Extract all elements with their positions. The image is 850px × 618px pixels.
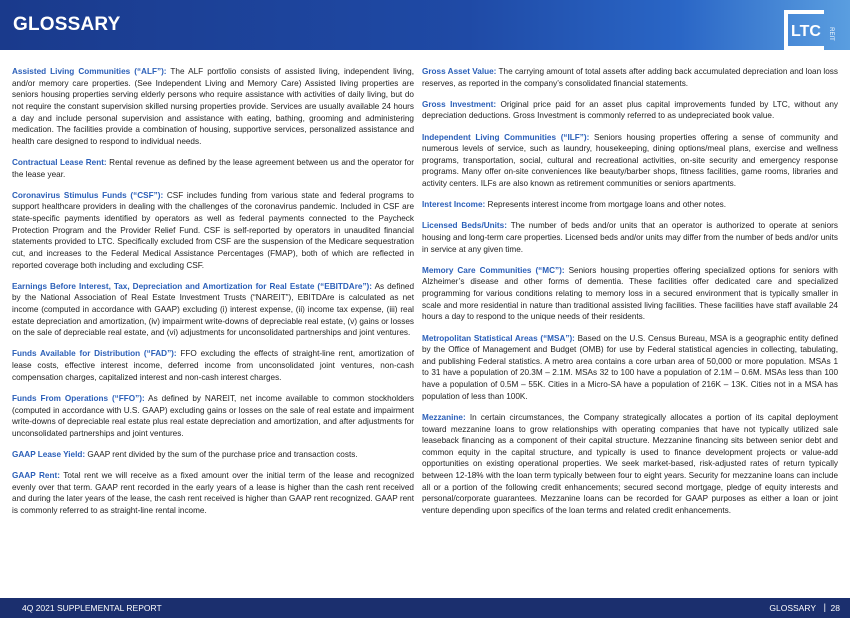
glossary-entry-mc: Memory Care Communities (“MC”): Seniors housing properties offering specialized options for seniors with Alzheimer’s disease and other forms of dementia. These facilities offer dedicated care and specialized programming for various conditions relating to memory loss in a secured environment that is typically smaller in scale and more residential in nature than traditional assisted living facilities. These facilities have staff available 24 hours a day to respond to the unique needs of their residents. <box>422 265 838 322</box>
ltc-reit-logo <box>778 4 836 56</box>
page-title: GLOSSARY <box>13 14 121 35</box>
glossary-entry-mezzanine: Mezzanine: In certain circumstances, the Company strategically allocates a portion of its capital deployment toward mezzanine loans to grow relationships with operating companies that have not typically utilized sale leaseback financing as a component of their capital structure. Mezzanine financing sits between senior debt and common equity in the capital structure, and typically is used to finance development projects or value-add opportunities on existing operational properties. We seek market-based, risk-adjusted rates of return typically between 12-18% with the loan term typically between four to eight years. Security for mezzanine loans can include all or a portion of the following credit enhancements; secured second mortgage, pledge of equity interests and personal/corporate guarantees. Mezzanine loans can be recorded for GAAP purposes as either a loan or joint venture depending upon specifics of the loan terms and related credit enhancements. <box>422 412 838 515</box>
glossary-left-column <box>12 66 414 526</box>
glossary-entry-fad: Funds Available for Distribution (“FAD”): FFO excluding the effects of straight-line rent, amortization of lease costs, effective interest income, deferred income from unconsolidated joint ventures, non-cash compensation charges, capitalized interest and non-cash interest charges. <box>12 349 414 382</box>
page-number: 28 <box>830 603 840 613</box>
glossary-right-column <box>422 66 838 526</box>
section-name: GLOSSARY <box>769 603 816 613</box>
glossary-entry-gaap-lease-yield: GAAP Lease Yield: GAAP rent divided by the sum of the purchase price and transaction costs. <box>12 449 358 459</box>
header-bar <box>0 0 850 50</box>
glossary-entry-gross-asset-value: Gross Asset Value: The carrying amount of total assets after adding back accumulated depreciation and loan loss reserves, as reported in the company’s consolidated financial statements. <box>422 67 838 88</box>
glossary-entry-contractual-lease-rent: Contractual Lease Rent: Rental revenue as defined by the lease agreement between us and the operator for the lease year. <box>12 157 414 179</box>
glossary-entry-msa: Metropolitan Statistical Areas (“MSA”): Based on the U.S. Census Bureau, MSA is a geographic entity defined by the Office of Management and Budget (OMB) for use by Federal statistical agencies in collecting, tabulating, and publishing Federal statistics. A metro area contains a core urban area of 50,000 or more population. MSAs 1 to 31 have a population of 20.3M – 2.1M. MSAs 32 to 100 have a population of 2.1M – 0.6M. MSAs less than 100 have a population of 0.5M – 55K. Cities in a Micro-SA have a population of 216K – 13K. Cities not in a MSA has population of less than 100K. <box>422 333 839 401</box>
glossary-entry-ilf: Independent Living Communities (“ILF”): Seniors housing properties offering a sense of community and numerous levels of service, such as laundry, housekeeping, dining options/meal plans, exercise and wellness programs, transportation, social, cultural and recreational activities, on-site security and emergency response programs. Many offer on-site conveniences like beauty/barber shops, fitness facilities, game rooms, libraries and activity centers. ILFs are also known as retirement communities or seniors apartments. <box>422 132 838 189</box>
logo-side-text: REIT <box>828 27 834 41</box>
logo-text: LTC <box>791 23 821 40</box>
glossary-entry-licensed-beds: Licensed Beds/Units: The number of beds and/or units that an operator is authorized to operate at seniors housing and long-term care properties. Licensed beds and/or units may differ from the number of beds and/or units in service at any given time. <box>422 221 838 254</box>
report-name: 4Q 2021 SUPPLEMENTAL REPORT <box>22 603 162 613</box>
glossary-entry-ebitdare: Earnings Before Interest, Tax, Depreciation and Amortization for Real Estate (“EBITDAre”): As defined by the National Association of Real Estate Investment Trusts (“NAREIT”), EBITDAre is calculated as net income (computed in accordance with GAAP) excluding (i) interest expense, (ii) income tax expense, (iii) real estate depreciation and amortization, (iv) impairment write-downs of depreciable real estate, (v) gains or losses on the sale of depreciable real estate, and (vi) adjustments for unconsolidated partnerships and joint ventures. <box>12 281 414 338</box>
glossary-entry-csf: Coronavirus Stimulus Funds (“CSF”): CSF includes funding from various state and federal programs to support healthcare providers in dealing with the challenges of the coronavirus pandemic. Included in CSF are state-specific payments identified by operators as well as federal payments connected to the Paycheck Protection Program and the Provider Relief Fund. CSF is self-reported by operators in unaudited financial statements provided to LTC. Specifically excluded from CSF are the suspension of the Medicare sequestration cut, and increases to the Federal Medical Assistance Percentages (FMAP), both of which are reflected in reported coverage both including and excluding CSF. <box>12 190 414 270</box>
footer-separator: | <box>823 602 826 612</box>
footer-bar <box>0 598 850 618</box>
glossary-entry-gross-investment: Gross Investment: Original price paid for an asset plus capital improvements funded by LTC, without any depreciation deductions. Gross Investment is commonly referred to as undepreciated book value. <box>422 99 838 121</box>
glossary-entry-interest-income: Interest Income: Represents interest income from mortgage loans and other notes. <box>422 200 726 210</box>
glossary-entry-gaap-rent: GAAP Rent: Total rent we will receive as a fixed amount over the initial term of the lease and recognized evenly over that term. GAAP rent recorded in the early years of a lease is higher than the cash rent received and during the later years of the lease, the cash rent received is higher than GAAP rent recognized. GAAP rent is commonly referred to as straight-line rental income. <box>12 471 415 515</box>
glossary-entry-alf: Assisted Living Communities (“ALF”): The ALF portfolio consists of assisted living, independent living, and/or memory care properties. (See Independent Living and Memory Care) Assisted living properties are seniors housing properties serving elderly persons who require assistance with activities of daily living, but do not require the constant supervision skilled nursing properties provide. Services are usually available 24 hours a day and include personal supervision and assistance with eating, bathing, grooming and administering medication. The facilities provide a combination of housing, supportive services, personalized assistance and health care designed to respond to individual needs. <box>12 67 414 146</box>
glossary-entry-ffo: Funds From Operations (“FFO”): As defined by NAREIT, net income available to common stockholders (computed in accordance with U.S. GAAP) excluding gains or losses on the sale of real estate and impairment write-downs of depreciable real estate plus real estate depreciation and amortization, and after adjustments for unconsolidated partnerships and joint ventures. <box>12 393 415 438</box>
